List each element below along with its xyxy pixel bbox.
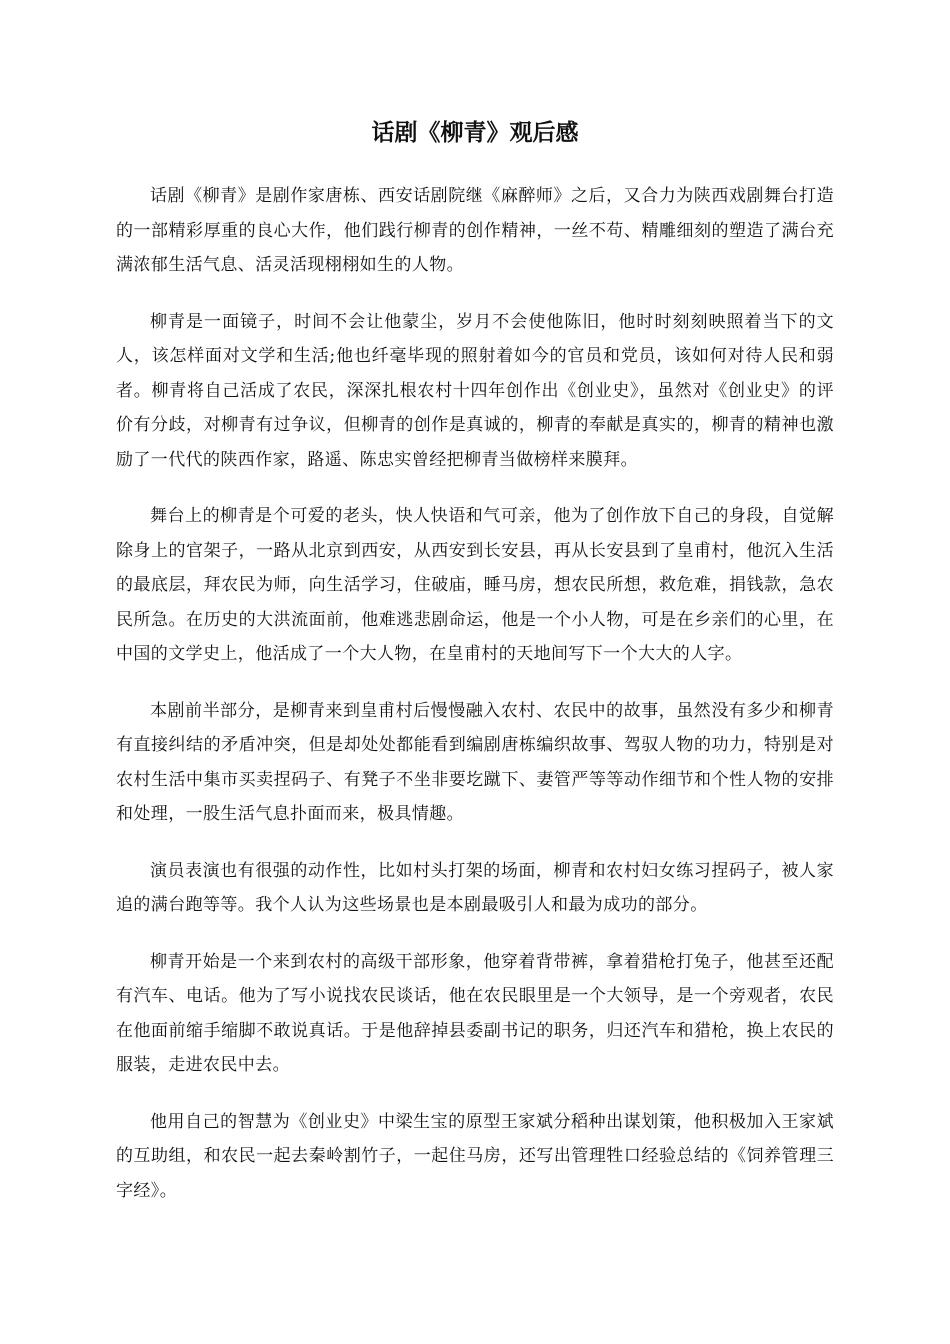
paragraph-1: 话剧《柳青》是剧作家唐栋、西安话剧院继《麻醉师》之后，又合力为陕西戏剧舞台打造的一部精彩厚重的良心大作，他们践行柳青的创作精神，一丝不苟、精雕细刻的塑造了满台充满浓郁生活气息、活灵活现栩栩如生的人物。 [116,186,834,275]
paragraph-7: 他用自己的智慧为《创业史》中梁生宝的原型王家斌分稻种出谋划策，他积极加入王家斌的互助组，和农民一起去秦岭割竹子，一起住马房，还写出管理牲口经验总结的《饲养管理三字经》。 [116,1111,834,1201]
paragraph-6: 柳青开始是一个来到农村的高级干部形象，他穿着背带裤，拿着猎枪打兔子，他甚至还配有汽车、电话。他为了写小说找农民谈话，他在农民眼里是一个大领导，是一个旁观者，农民在他面前缩手缩脚不敢说真话。于是他辞掉县委副书记的职务，归还汽车和猎枪，换上农民的服装，走进农民中去。 [116,951,834,1075]
paragraph-3: 舞台上的柳青是个可爱的老头，快人快语和气可亲，他为了创作放下自己的身段，自觉解除身上的官架子，一路从北京到西安，从西安到长安县，再从长安县到了皇甫村，他沉入生活的最底层，拜农民为师，向生活学习，住破庙，睡马房，想农民所想，救危难，捐钱款，急农民所急。在历史的大洪流面前，他难逃悲剧命运，他是一个小人物，可是在乡亲们的心里，在中国的文学史上，他活成了一个大人物，在皇甫村的天地间写下一个大大的人字。 [116,506,834,664]
paragraph-4: 本剧前半部分，是柳青来到皇甫村后慢慢融入农村、农民中的故事，虽然没有多少和柳青有直接纠结的矛盾冲突，但是却处处都能看到编剧唐栋编织故事、驾驭人物的功力，特别是对农村生活中集市买卖捏码子、有凳子不坐非要圪蹴下、妻管严等等动作细节和个性人物的安排和处理，一股生活气息扑面而来，极具情趣。 [116,700,834,824]
paragraph-5: 演员表演也有很强的动作性，比如村头打架的场面，柳青和农村妇女练习捏码子，被人家追的满台跑等等。我个人认为这些场景也是本剧最吸引人和最为成功的部分。 [116,860,834,915]
document-title: 话剧《柳青》观后感 [371,119,579,146]
document-body [116,179,834,1230]
paragraph-2: 柳青是一面镜子，时间不会让他蒙尘，岁月不会使他陈旧，他时时刻刻映照着当下的文人，该怎样面对文学和生活;他也纤毫毕现的照射着如今的官员和党员，该如何对待人民和弱者。柳青将自己活成了农民，深深扎根农村十四年创作出《创业史》，虽然对《创业史》的评价有分歧，对柳青有过争议，但柳青的创作是真诚的，柳青的奉献是真实的，柳青的精神也激励了一代代的陕西作家，路遥、陈忠实曾经把柳青当做榜样来膜拜。 [116,311,834,470]
